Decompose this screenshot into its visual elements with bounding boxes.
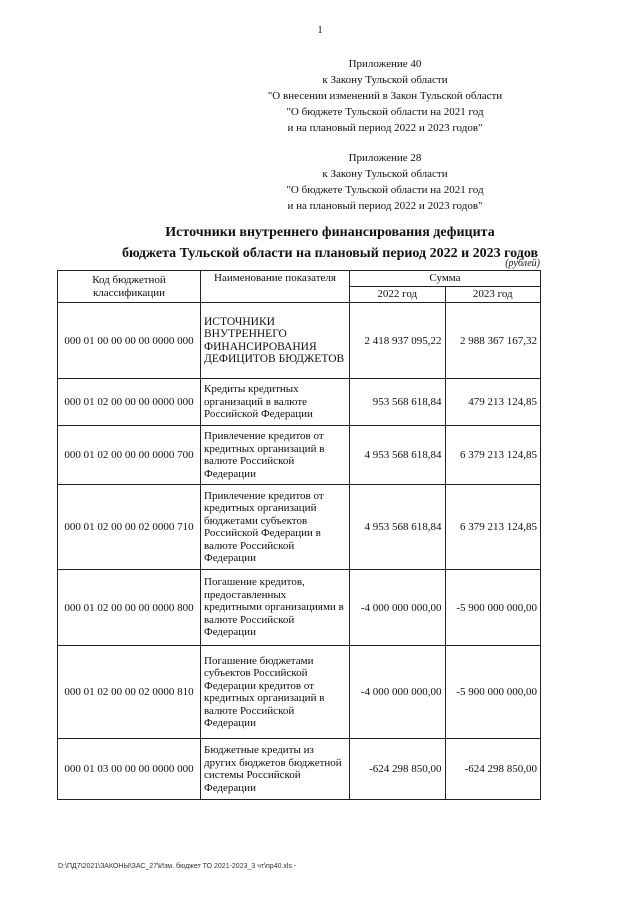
table-row [58, 646, 541, 739]
table-row [58, 739, 541, 800]
page-number: 1 [317, 24, 323, 36]
row-code: 000 01 00 00 00 00 0000 000 [58, 303, 201, 379]
header-year-2023: 2023 год [445, 287, 541, 303]
header-sum: Сумма [350, 271, 541, 287]
table-row [58, 485, 541, 570]
row-value-2022: -624 298 850,00 [350, 739, 446, 800]
row-value-2023: -5 900 000 000,00 [445, 570, 541, 646]
row-value-2023: 479 213 124,85 [445, 379, 541, 426]
row-value-2022: 4 953 568 618,84 [350, 485, 446, 570]
table-row [58, 303, 541, 379]
row-name: Бюджетные кредиты из других бюджетов бюджетной системы Российской Федерации [201, 739, 350, 800]
appendix-line: к Закону Тульской области [322, 168, 448, 180]
appendix-line: Приложение 28 [348, 152, 422, 164]
title-line-1: Источники внутреннего финансирования дефицита [165, 225, 495, 240]
table-row [58, 570, 541, 646]
appendix-line: и на плановый период 2022 и 2023 годов" [287, 122, 483, 134]
row-value-2022: -4 000 000 000,00 [350, 646, 446, 739]
appendix-line: "О бюджете Тульской области на 2021 год [286, 184, 484, 196]
row-value-2022: 953 568 618,84 [350, 379, 446, 426]
row-name: Кредиты кредитных организаций в валюте Российской Федерации [201, 379, 350, 426]
header-code: Код бюджетной классификации [58, 271, 201, 303]
table-header-row [58, 271, 541, 287]
row-name: Погашение бюджетами субъектов Российской Федерации кредитов от кредитных организаций в валюте Российской Федерации [201, 646, 350, 739]
row-value-2023: 6 379 213 124,85 [445, 426, 541, 485]
row-code: 000 01 02 00 00 00 0000 700 [58, 426, 201, 485]
header-year-2022: 2022 год [350, 287, 446, 303]
appendix-line: Приложение 40 [348, 58, 422, 70]
row-name: Погашение кредитов, предоставленных кредитными организациями в валюте Российской Федерации [201, 570, 350, 646]
row-code: 000 01 02 00 00 02 0000 710 [58, 485, 201, 570]
row-value-2022: 4 953 568 618,84 [350, 426, 446, 485]
row-value-2023: 2 988 367 167,32 [445, 303, 541, 379]
row-code: 000 01 02 00 00 00 0000 800 [58, 570, 201, 646]
title-line-2: бюджета Тульской области на плановый период 2022 и 2023 годов [121, 246, 539, 261]
row-name: Привлечение кредитов от кредитных организаций в валюте Российской Федерации [201, 426, 350, 485]
row-name: Привлечение кредитов от кредитных организаций бюджетами субъектов Российской Федерации в валюте Российской Федерации [201, 485, 350, 570]
appendix-line: "О внесении изменений в Закон Тульской области [267, 90, 503, 102]
financing-sources-table [57, 270, 541, 800]
header-name: Наименование показателя [201, 271, 350, 303]
row-value-2022: 2 418 937 095,22 [350, 303, 446, 379]
appendix-line: и на плановый период 2022 и 2023 годов" [287, 200, 483, 212]
table-row [58, 379, 541, 426]
table-row [58, 426, 541, 485]
file-path-footer: D:\ПД7\2021\ЗАКОНЫ\ЗАС_27\Изм. бюджет ТО 2021-2023_3 чт\пр40.xls - [58, 863, 297, 870]
row-code: 000 01 02 00 00 02 0000 810 [58, 646, 201, 739]
appendix-original-heading [250, 150, 520, 214]
row-code: 000 01 02 00 00 00 0000 000 [58, 379, 201, 426]
appendix-line: к Закону Тульской области [322, 74, 448, 86]
appendix-current-heading [250, 56, 520, 136]
row-name: ИСТОЧНИКИ ВНУТРЕННЕГО ФИНАНСИРОВАНИЯ ДЕФИЦИТОВ БЮДЖЕТОВ [201, 303, 350, 379]
row-value-2023: -624 298 850,00 [445, 739, 541, 800]
row-code: 000 01 03 00 00 00 0000 000 [58, 739, 201, 800]
units-label: (рублей) [505, 258, 540, 269]
row-value-2022: -4 000 000 000,00 [350, 570, 446, 646]
row-value-2023: -5 900 000 000,00 [445, 646, 541, 739]
row-value-2023: 6 379 213 124,85 [445, 485, 541, 570]
appendix-line: "О бюджете Тульской области на 2021 год [286, 106, 484, 118]
